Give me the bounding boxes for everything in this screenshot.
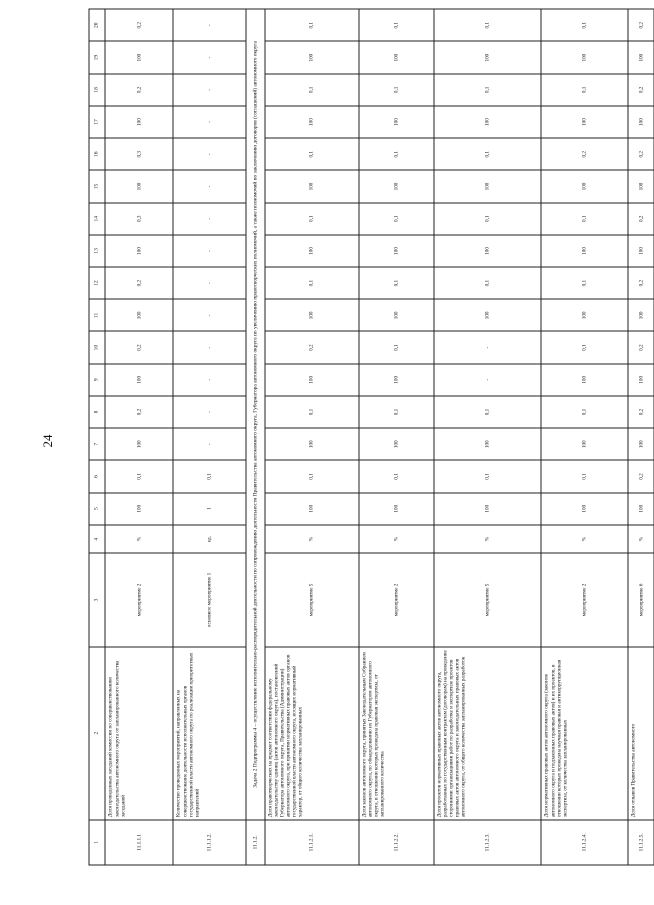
value-cell: 0,2 (105, 73, 173, 105)
header-cell: 6 (89, 460, 105, 492)
value-cell: 0,1 (358, 395, 433, 427)
value-cell: 0,1 (358, 267, 433, 299)
header-cell: 18 (89, 73, 105, 105)
indicator-name: Доля отзывов Правительства автономного (628, 646, 654, 819)
value-cell: 0,1 (358, 460, 433, 492)
value-cell: 100 (628, 105, 654, 137)
value-cell: 0,1 (433, 460, 541, 492)
value-cell: 100 (541, 363, 628, 395)
value-cell: 100 (541, 41, 628, 73)
unit-cell: % (264, 524, 358, 553)
value-cell: 100 (105, 492, 173, 524)
header-cell: 17 (89, 105, 105, 137)
value-cell: - (173, 331, 246, 363)
activity-ref: мероприятие 5 (264, 553, 358, 646)
activity-ref: мероприятие 2 (358, 553, 433, 646)
value-cell: 0,1 (264, 460, 358, 492)
header-cell: 2 (89, 646, 105, 819)
value-cell: 100 (433, 299, 541, 331)
value-cell: 0,2 (628, 267, 654, 299)
value-cell: - (173, 9, 246, 42)
value-cell: 100 (541, 492, 628, 524)
value-cell: 0,2 (264, 331, 358, 363)
value-cell: 100 (105, 105, 173, 137)
indicator-name: Доля нормативных правовых актов автономного округа (законов автономного округа и подзаконных правовых актов) и их проектов, в отношении которых проведена научная правовая и антикоррупционная экспертиза, от количества запланированных (541, 646, 628, 819)
value-cell: - (173, 395, 246, 427)
activity-ref: мероприятие 6 (628, 553, 654, 646)
value-cell: - (173, 105, 246, 137)
value-cell: 0,1 (264, 395, 358, 427)
value-cell: 0,2 (628, 460, 654, 492)
value-cell: 0,1 (541, 267, 628, 299)
value-cell: - (173, 234, 246, 266)
value-cell: - (173, 138, 246, 170)
value-cell: 0,1 (264, 267, 358, 299)
table-row (173, 9, 246, 865)
indicator-name: Доля правотворческих на предмет соответствия федеральному законодательству единиц (актов автономного округа), постановлений Губернатора автономного округа, Правительства (Администрации) автономного округа, при принятии нормативных правовых актов органов государственной власти автономного округа, носящих нормативный характер, от общего количества запланированных (264, 646, 358, 819)
value-cell: 0,2 (105, 331, 173, 363)
value-cell: - (173, 73, 246, 105)
header-cell: 8 (89, 395, 105, 427)
value-cell: 0,1 (541, 460, 628, 492)
value-cell: - (173, 170, 246, 202)
value-cell: 0,1 (433, 73, 541, 105)
unit-cell: % (541, 524, 628, 553)
row-code: 11.1.2.5. (628, 819, 654, 864)
value-cell: 0,1 (358, 331, 433, 363)
table-row (541, 9, 628, 865)
page-number: 24 (40, 434, 55, 448)
value-cell: 100 (358, 234, 433, 266)
table-row (264, 9, 358, 865)
unit-cell: % (433, 524, 541, 553)
indicator-name: Доля проектов нормативных правовых актов автономного округа, разработанных по государственным контрактам (договорам) на проведение сторонними организациями работ по разработке и экспертизе проектов правовых актов автономного округа и законодательных правовых актов автономного округа, от общего количества запланированных разработок (433, 646, 541, 819)
row-code: 11.1.2.2. (358, 819, 433, 864)
value-cell: 0,3 (105, 138, 173, 170)
value-cell: 0,2 (628, 138, 654, 170)
header-cell: 14 (89, 202, 105, 234)
value-cell: 0,1 (433, 395, 541, 427)
unit-cell: % (358, 524, 433, 553)
activity-ref: мероприятие 2 (541, 553, 628, 646)
value-cell: 0,1 (264, 73, 358, 105)
table-row (358, 9, 433, 865)
value-cell: 0,2 (628, 331, 654, 363)
value-cell: 100 (541, 105, 628, 137)
indicator-name: Количество проведенных мероприятий, направленных на совершенствование деятельности исполнительных органов государственной власти автономного округа по реализации приоритетных направлений (173, 646, 246, 819)
value-cell: 100 (264, 105, 358, 137)
value-cell: 0,2 (105, 9, 173, 42)
value-cell: - (173, 41, 246, 73)
value-cell: 100 (433, 41, 541, 73)
value-cell: 0,2 (628, 202, 654, 234)
unit-cell: % (105, 524, 173, 553)
value-cell: 100 (433, 428, 541, 460)
value-cell: - (173, 428, 246, 460)
activity-ref: мероприятие 5 (433, 553, 541, 646)
value-cell: 0,1 (433, 138, 541, 170)
header-cell: 12 (89, 267, 105, 299)
value-cell: 100 (628, 363, 654, 395)
value-cell: 100 (105, 41, 173, 73)
value-cell: 100 (105, 170, 173, 202)
value-cell: 0,1 (541, 73, 628, 105)
row-code: 11.1.2.1. (264, 819, 358, 864)
value-cell: 0,1 (264, 202, 358, 234)
value-cell: 100 (628, 41, 654, 73)
value-cell: 1 (173, 492, 246, 524)
value-cell: 0,1 (541, 202, 628, 234)
value-cell: 100 (358, 170, 433, 202)
value-cell: 0,1 (358, 9, 433, 42)
unit-cell: ед. (173, 524, 246, 553)
value-cell: 100 (358, 105, 433, 137)
value-cell: 0,1 (541, 331, 628, 363)
value-cell: 100 (264, 363, 358, 395)
header-cell: 4 (89, 524, 105, 553)
activity-ref: мероприятие 2 (105, 553, 173, 646)
value-cell: 100 (264, 170, 358, 202)
value-cell: 100 (433, 105, 541, 137)
value-cell: 100 (541, 428, 628, 460)
value-cell: 100 (358, 428, 433, 460)
value-cell: 100 (433, 170, 541, 202)
value-cell: 100 (433, 492, 541, 524)
header-cell: 20 (89, 9, 105, 42)
value-cell: 100 (541, 234, 628, 266)
value-cell: 0,3 (105, 202, 173, 234)
header-cell: 19 (89, 41, 105, 73)
value-cell: 100 (358, 41, 433, 73)
value-cell: 100 (105, 428, 173, 460)
value-cell: 0,1 (105, 460, 173, 492)
value-cell: 100 (264, 428, 358, 460)
value-cell: - (173, 363, 246, 395)
header-cell: 10 (89, 331, 105, 363)
header-cell: 11 (89, 299, 105, 331)
value-cell: 0,2 (628, 395, 654, 427)
indicator-name: Доля законов автономного округа, принятых Законодательным Собранием автономного округа, по обнародованию их Губернатором автономного округа, в отношении которых проведена правовая экспертиза, от запланированного количества (358, 646, 433, 819)
value-cell: 100 (433, 234, 541, 266)
value-cell: 100 (628, 299, 654, 331)
value-cell: 100 (628, 492, 654, 524)
indicator-name: Доля проведенных заседаний комиссии по совершенствованию законодательства автономного округа от запланированного количества заседаний (105, 646, 173, 819)
table-header-row (89, 9, 105, 865)
header-cell: 13 (89, 234, 105, 266)
value-cell: 0,1 (358, 202, 433, 234)
value-cell: 0,1 (264, 9, 358, 42)
header-cell: 7 (89, 428, 105, 460)
header-cell: 1 (89, 819, 105, 864)
value-cell: 0,2 (105, 267, 173, 299)
task-row (246, 9, 265, 865)
value-cell: 100 (541, 170, 628, 202)
row-code: 11.1.2. (246, 819, 265, 864)
value-cell: - (173, 267, 246, 299)
value-cell: 100 (105, 234, 173, 266)
value-cell: 100 (264, 41, 358, 73)
value-cell: 0,1 (358, 73, 433, 105)
value-cell: - (173, 299, 246, 331)
value-cell: 0,1 (541, 9, 628, 42)
value-cell: 100 (264, 492, 358, 524)
row-code: 11.1.2.3. (433, 819, 541, 864)
row-code: 11.1.1.2. (173, 819, 246, 864)
value-cell: - (433, 331, 541, 363)
value-cell: 100 (105, 299, 173, 331)
value-cell: 0,1 (433, 9, 541, 42)
task-description: Задача 2 Подпрограммы 4 – осуществление исполнительно-распорядительной деятельности по сопровождению деятельности Правительства автономного округа, Губернатора автономного округа по увеличению правотворческих полномочий, а также полномочий по заключению договоров (соглашений) автономного округа (246, 9, 265, 820)
value-cell: 0,2 (628, 9, 654, 42)
value-cell: 100 (264, 234, 358, 266)
indicators-table (88, 8, 654, 865)
value-cell: 0,2 (105, 395, 173, 427)
value-cell: 100 (105, 363, 173, 395)
row-code: 11.1.2.4. (541, 819, 628, 864)
value-cell: 0,1 (173, 460, 246, 492)
row-code: 11.1.1.1 (105, 819, 173, 864)
value-cell: - (173, 202, 246, 234)
value-cell: 0,1 (358, 138, 433, 170)
value-cell: 100 (264, 299, 358, 331)
header-cell: 16 (89, 138, 105, 170)
value-cell: 0,1 (433, 267, 541, 299)
value-cell: 0,1 (433, 202, 541, 234)
value-cell: 100 (628, 170, 654, 202)
table-row (105, 9, 173, 865)
value-cell: 100 (541, 299, 628, 331)
value-cell: 0,1 (541, 395, 628, 427)
value-cell: 100 (358, 299, 433, 331)
value-cell: 0,2 (541, 138, 628, 170)
table-sheet (88, 8, 654, 865)
value-cell: - (433, 363, 541, 395)
table-row (628, 9, 654, 865)
value-cell: 100 (358, 363, 433, 395)
value-cell: 100 (628, 234, 654, 266)
value-cell: 100 (628, 428, 654, 460)
header-cell: 15 (89, 170, 105, 202)
header-cell: 3 (89, 553, 105, 646)
value-cell: 0,1 (264, 138, 358, 170)
header-cell: 9 (89, 363, 105, 395)
value-cell: 100 (358, 492, 433, 524)
table-row (433, 9, 541, 865)
value-cell: 0,2 (628, 73, 654, 105)
activity-ref: основное мероприятие 1 (173, 553, 246, 646)
header-cell: 5 (89, 492, 105, 524)
unit-cell: % (628, 524, 654, 553)
